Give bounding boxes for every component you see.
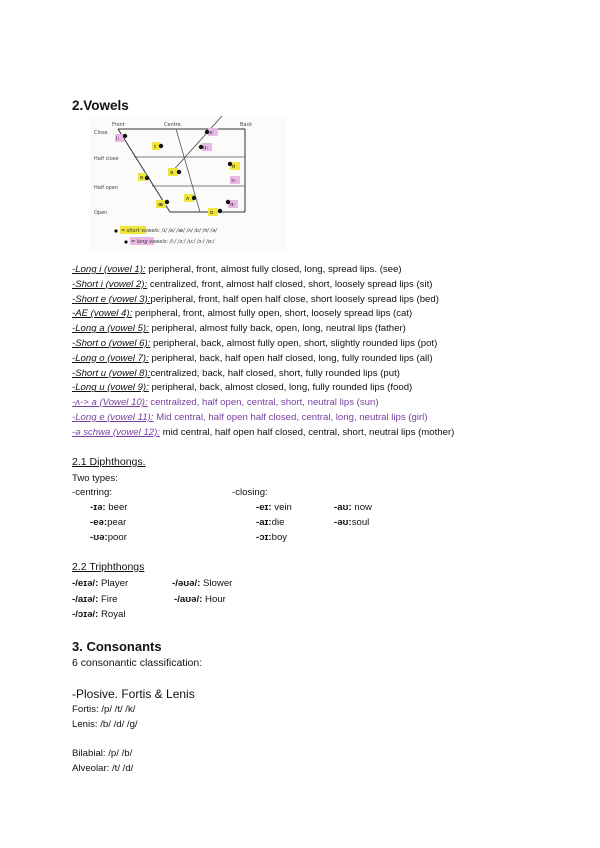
diphthong-item: -ʊə:poor [90, 532, 127, 543]
vowel-item [72, 412, 454, 427]
vowel-label: -Short i (vowel 2): [72, 278, 148, 290]
alveolar-line: Alveolar: /t/ /d/ [72, 763, 134, 774]
triphthong-item: -/aʊə/: Hour [174, 594, 226, 605]
chart-label-half-open: Half open [94, 185, 119, 191]
bilabial-line: Bilabial: /p/ /b/ [72, 748, 133, 759]
vowel-item [72, 382, 454, 397]
vowel-symbol: ʌ [186, 196, 190, 202]
vowel-desc: Mid central, half open half closed, central, long, neutral lips (girl) [153, 411, 428, 423]
lenis-line: Lenis: /b/ /d/ /g/ [72, 719, 138, 730]
vowel-desc: centralized, front, almost half closed, short, loosely spread lips (sit) [147, 278, 433, 290]
vowel-label: -Long a (vowel 5): [72, 323, 149, 335]
plosive-heading: -Plosive. Fortis & Lenis [72, 687, 195, 701]
vowel-symbol: ʊ [232, 164, 236, 170]
centring-label: -centring: [72, 487, 112, 498]
vowel-item [72, 279, 454, 294]
triphthong-item: -/eɪə/: Player [72, 578, 129, 589]
vowel-item [72, 368, 454, 383]
vowel-symbol: ə [170, 170, 174, 176]
vowel-desc: mid central, half open half closed, central, short, neutral lips (mother) [159, 426, 455, 438]
vowel-desc: peripheral, almost fully back, open, long, neutral lips (father) [148, 323, 406, 335]
chart-label-back: Back [240, 122, 253, 128]
triphthong-item: -/ɔɪə/: Royal [72, 609, 126, 620]
vowel-item [72, 264, 454, 279]
vowel-symbol: u: [203, 145, 209, 151]
fortis-line: Fortis: /p/ /t/ /k/ [72, 704, 136, 715]
vowel-symbol: ɑ: [230, 202, 236, 208]
diphthongs-intro: Two types: [72, 473, 118, 484]
chart-label-front: Front [112, 122, 125, 128]
diphthong-item: -aʊ: now [334, 502, 372, 513]
vowel-item [72, 338, 454, 353]
vowel-desc: peripheral, back, almost fully open, short, slightly rounded lips (pot) [150, 337, 438, 349]
diphthong-item: -ɪə: beer [90, 502, 128, 513]
vowel-list [72, 264, 454, 442]
legend-long: = long vowels: /i:/ /ɜ:/ /u:/ /ɔ:/ /ɑ:/ [131, 239, 215, 245]
legend-short: = short vowels: /ɪ/ /e/ /æ/ /ʌ/ /ɒ/ /ʊ/ /ə/ [121, 228, 217, 234]
vowel-desc: peripheral, front, almost fully closed, long, spread lips. (see) [145, 264, 402, 275]
vowel-chart [90, 116, 286, 252]
vowel-symbol: e [140, 175, 144, 181]
vowel-desc: peripheral, back, half open half closed, long, fully rounded lips (all) [148, 352, 433, 364]
vowel-label: -Long u (vowel 9): [72, 382, 149, 394]
vowel-desc: peripheral, front, almost fully open, short, loosely spread lips (cat) [132, 308, 413, 320]
diphthong-item: -eə:pear [90, 517, 127, 528]
vowel-symbol: i: [116, 136, 120, 142]
diphthong-item: -aɪ:die [256, 517, 285, 528]
triphthong-item: -/əʊə/: Slower [172, 578, 233, 589]
triphthong-item: -/aɪə/: Fire [72, 594, 118, 605]
vowel-symbol: ɔ: [231, 178, 236, 184]
section-title-diphthongs: 2.1 Diphthongs. [72, 456, 146, 468]
section-title-consonants: 3. Consonants [72, 639, 162, 654]
section-title-triphthongs: 2.2 Triphthongs [72, 561, 145, 573]
vowel-desc: centralized, back, half closed, short, fully rounded lips (put) [150, 367, 400, 379]
diphthong-item: -ɔɪ:boy [256, 532, 288, 543]
vowel-desc: peripheral, back, almost closed, long, fully rounded lips (food) [148, 382, 413, 394]
consonants-intro: 6 consonantic classification: [72, 657, 203, 669]
vowel-label: -Short o (vowel 6): [72, 337, 151, 349]
vowel-symbol: ɜ: [209, 130, 214, 136]
vowel-label: -Long e (vowel 11): [72, 411, 154, 423]
closing-label: -closing: [232, 487, 268, 498]
vowel-label: -Long i (vowel 1): [72, 264, 146, 275]
vowel-label: -Short e (vowel 3): [72, 293, 151, 305]
vowel-item [72, 294, 454, 309]
vowel-item [72, 397, 454, 412]
vowel-label: -ə schwa (vowel 12): [72, 426, 160, 438]
vowel-label: -Long o (vowel 7): [72, 352, 149, 364]
vowel-item [72, 427, 454, 442]
diphthong-item: -eɪ: vein [256, 502, 292, 513]
vowel-label: -Short u (vowel 8): [72, 367, 151, 379]
vowel-item [72, 308, 454, 323]
vowel-item [72, 323, 454, 338]
vowel-label: -ʌ-> a (Vowel 10): [72, 397, 148, 409]
chart-label-open: Open [94, 210, 108, 216]
vowel-desc: peripheral, front, half open half close, short loosely spread lips (bed) [150, 293, 439, 305]
section-title-vowels: 2.Vowels [72, 98, 129, 113]
vowel-symbol: ɪ [154, 144, 157, 150]
chart-label-close: Close [94, 130, 108, 136]
vowel-symbol: æ [158, 202, 164, 208]
chart-label-half-close: Half close [94, 156, 119, 162]
vowel-label: -AE (vowel 4): [72, 308, 133, 320]
vowel-symbol: ɒ [210, 210, 214, 216]
diphthong-item: -əʊ:soul [334, 517, 370, 528]
vowel-desc: centralized, half open, central, short, neutral lips (sun) [147, 397, 379, 409]
vowel-item [72, 353, 454, 368]
chart-label-centre: Centre [164, 122, 181, 128]
